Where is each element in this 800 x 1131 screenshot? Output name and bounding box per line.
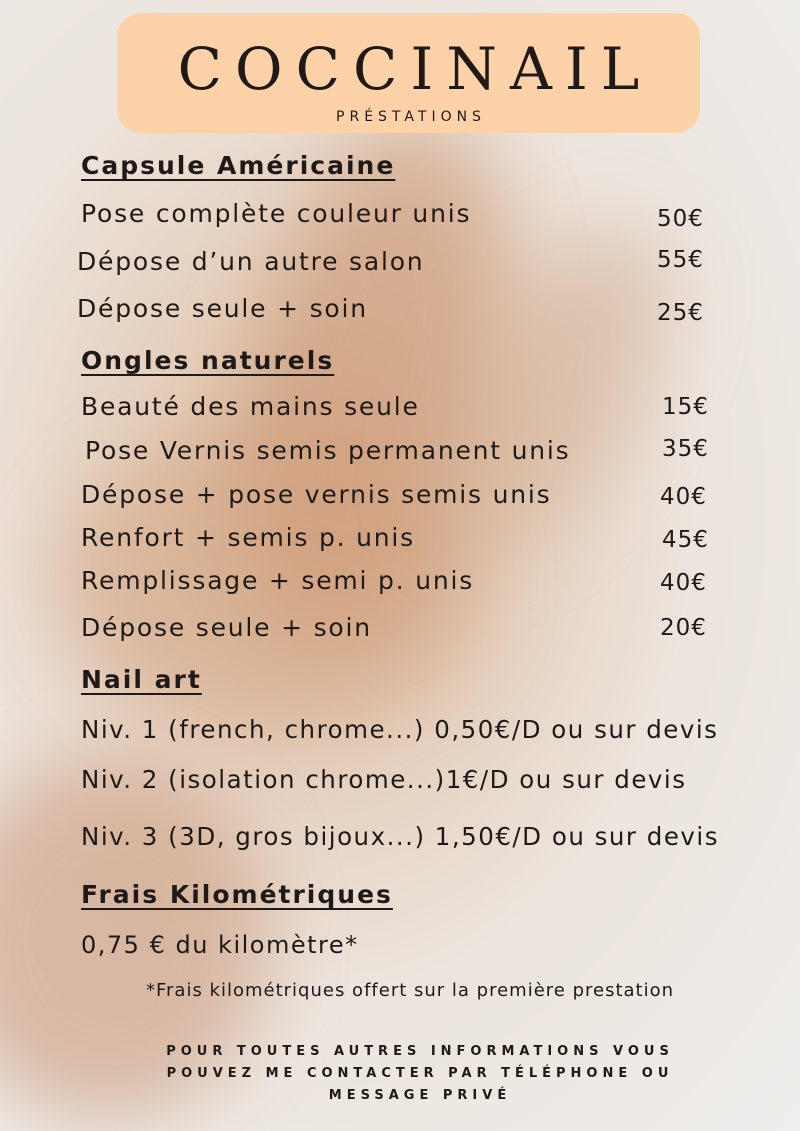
service-name: Renfort + semis p. unis [81, 523, 415, 552]
footer-line: POUVEZ ME CONTACTER PAR TÉLÉPHONE OU [166, 1066, 674, 1081]
service-row [0, 611, 800, 645]
service-name: Remplissage + semi p. unis [81, 566, 475, 595]
service-name: Pose complète couleur unis [81, 199, 472, 228]
header-banner [117, 13, 700, 133]
service-price: 20€ [660, 615, 707, 641]
section-title-naturels: Ongles naturels [81, 346, 335, 375]
section-title-nailart: Nail art [81, 665, 202, 694]
brand-title: COCCINAIL [177, 35, 653, 103]
service-price: 25€ [657, 300, 704, 326]
footer-line: POUR TOUTES AUTRES INFORMATIONS VOUS [166, 1044, 674, 1059]
nailart-row: Niv. 3 (3D, gros bijoux...) 1,50€/D ou sur devis [81, 822, 719, 851]
service-name: Dépose seule + soin [77, 294, 368, 323]
service-row [0, 478, 800, 512]
service-row [0, 245, 800, 279]
service-price: 40€ [660, 484, 707, 510]
nailart-row: Niv. 1 (french, chrome...) 0,50€/D ou sur devis [81, 715, 719, 744]
footer-line: MESSAGE PRIVÉ [328, 1088, 512, 1103]
service-row [0, 390, 800, 424]
service-name: Dépose seule + soin [81, 613, 372, 642]
service-name: Pose Vernis semis permanent unis [85, 436, 571, 465]
service-name: Dépose d’un autre salon [77, 247, 425, 276]
service-price: 45€ [662, 527, 709, 553]
service-name: Beauté des mains seule [81, 392, 420, 421]
contact-footer [110, 1041, 730, 1107]
mileage-rate: 0,75 € du kilomètre* [81, 931, 359, 959]
service-price: 40€ [660, 570, 707, 596]
service-row [0, 292, 800, 326]
mileage-note: *Frais kilométriques offert sur la première prestation [145, 980, 675, 1001]
service-row [0, 434, 800, 468]
section-title-capsule: Capsule Américaine [81, 151, 396, 180]
nailart-row: Niv. 2 (isolation chrome...)1€/D ou sur devis [81, 765, 687, 794]
section-title-frais: Frais Kilométriques [81, 880, 393, 909]
service-name: Dépose + pose vernis semis unis [81, 480, 552, 509]
service-price: 35€ [662, 436, 709, 462]
service-row [0, 564, 800, 598]
service-row [0, 197, 800, 231]
service-price: 15€ [662, 394, 709, 420]
service-row [0, 521, 800, 555]
service-price: 50€ [657, 206, 704, 232]
service-price: 55€ [657, 247, 704, 273]
brand-subtitle: PRÉSTATIONS [336, 109, 486, 125]
